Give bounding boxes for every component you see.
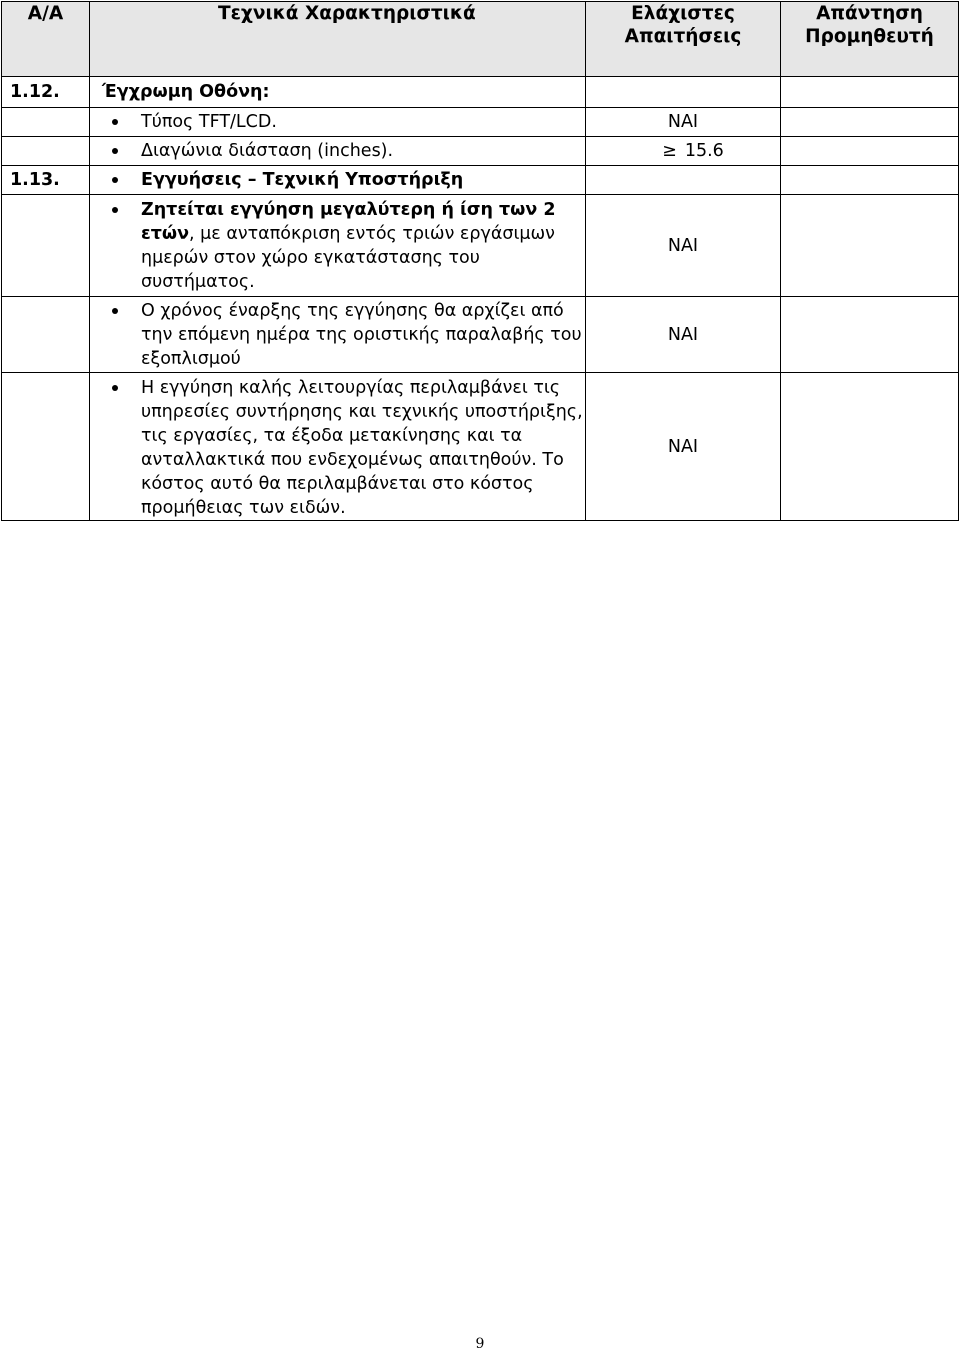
header-supplier-answer: Απάντηση Προμηθευτή [781,2,959,77]
item-text-bold: Ζητείται εγγύηση μεγαλύτερη ή ίση των 2 ετών [141,200,556,244]
item-text [141,198,585,294]
specifications-table [1,1,959,521]
list-item [90,299,585,371]
empty-cell [781,195,959,297]
empty-cell [781,373,959,521]
item-text-rest: , με ανταπόκριση εντός τριών εργάσιμων ημερών στον χώρο εγκατάστασης του συστήματος. [141,224,555,292]
list-item [90,198,585,294]
empty-cell [781,297,959,373]
section-row-1-12 [2,77,959,108]
header-min-requirements: Ελάχιστες Απαιτήσεις [586,2,781,77]
requirement-value: ΝΑΙ [586,297,781,373]
requirement-value: 15.6 [684,141,724,161]
item-text: Ο χρόνος έναρξης της εγγύησης θα αρχίζει από την επόμενη ημέρα της οριστικής παραλαβής του εξοπλισμού [141,301,582,369]
table-row [2,195,959,297]
bullet-icon [112,119,118,125]
item-text: Η εγγύηση καλής λειτουργίας περιλαμβάνει τις υπηρεσίες συντήρησης και τεχνικής υποστήριξης, τις εργασίες, τα έξοδα μετακίνησης και τα ανταλλακτικά που ενδεχομένως απαιτηθούν. Το κόστος αυτό θα περιλαμβάνεται στο κόστος προμήθειας των ειδών. [141,378,583,518]
requirement-value: ΝΑΙ [586,373,781,521]
greater-equal-icon: ≥ [662,141,677,161]
table-row [2,373,959,521]
item-text: Τύπος TFT/LCD. [141,112,277,132]
empty-cell [2,137,90,166]
empty-cell [2,195,90,297]
table-row [2,108,959,137]
empty-cell [2,297,90,373]
requirement-value: ΝΑΙ [586,108,781,137]
header-specs: Τεχνικά Χαρακτηριστικά [90,2,586,77]
bullet-icon [112,148,118,154]
requirement-value: ΝΑΙ [586,195,781,297]
table-row [2,137,959,166]
empty-cell [2,108,90,137]
section-number: 1.13. [2,166,90,195]
empty-cell [781,166,959,195]
list-item [90,168,585,192]
bullet-icon [112,207,118,213]
empty-cell [586,166,781,195]
bullet-icon [112,177,118,183]
empty-cell [781,137,959,166]
header-aa: Α/Α [2,2,90,77]
item-text: Διαγώνια διάσταση (inches). [141,141,394,161]
list-item [90,139,585,163]
empty-cell [586,77,781,108]
empty-cell [2,373,90,521]
table-header-row [2,2,959,77]
table-row [2,297,959,373]
list-item [90,376,585,520]
section-number: 1.12. [2,77,90,108]
bullet-icon [112,308,118,314]
page-number: 9 [475,1336,485,1352]
requirement-value-cell [586,137,781,166]
empty-cell [781,77,959,108]
section-title: Έγχρωμη Οθόνη: [90,77,586,108]
bullet-icon [112,385,118,391]
list-item [90,110,585,134]
section-title: Εγγυήσεις – Τεχνική Υποστήριξη [141,170,464,190]
section-row-1-13 [2,166,959,195]
empty-cell [781,108,959,137]
